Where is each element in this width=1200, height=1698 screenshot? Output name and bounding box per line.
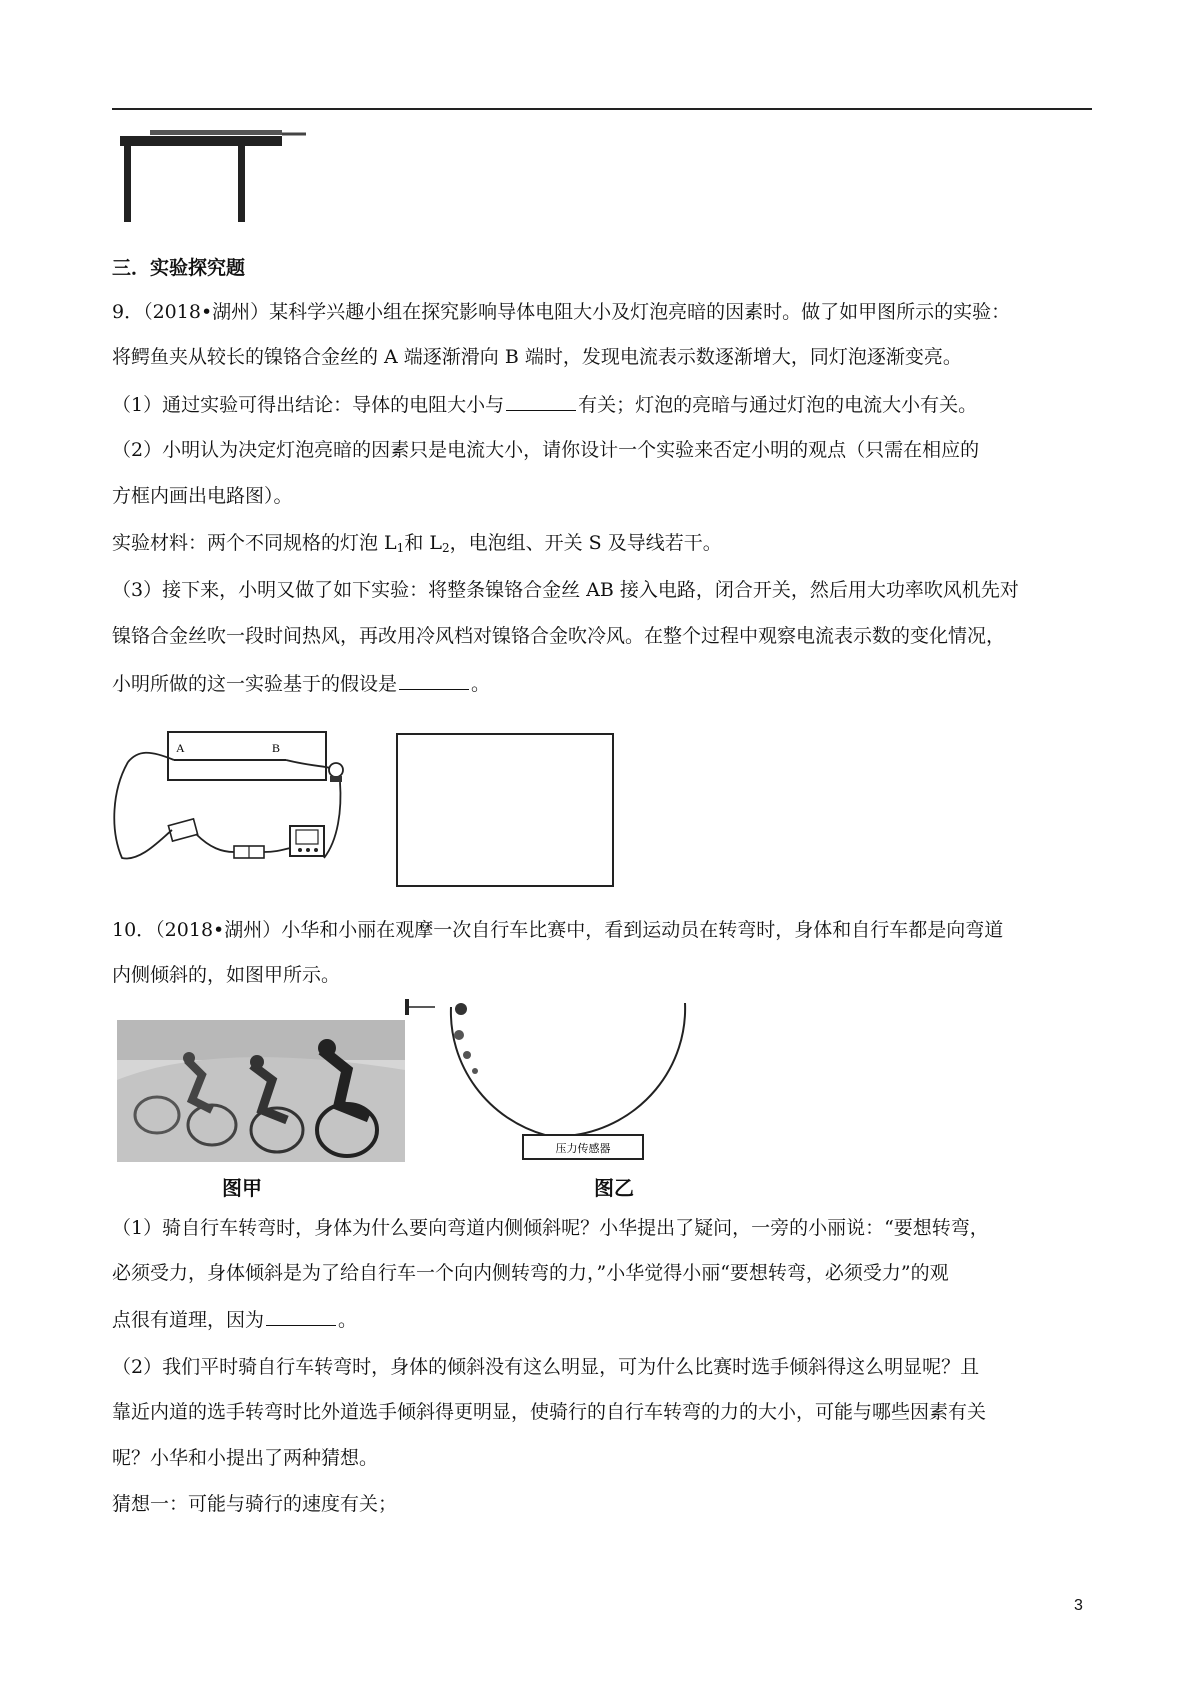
q10-part1-text-a: 点很有道理，因为 <box>112 1309 265 1331</box>
q9-part2-line-1: （2）小明认为决定灯泡亮暗的因素只是电流大小，请你设计一个实验来否定小明的观点（只需在相应的 <box>112 439 980 461</box>
table-figure <box>118 128 308 224</box>
track-diagram <box>405 995 705 1165</box>
q9-stem-line-2: 将鳄鱼夹从较长的镍铬合金丝的 A 端逐渐滑向 B 端时，发现电流表示数逐渐增大，同灯泡逐渐变亮。 <box>112 346 962 368</box>
q10-part1-line-2: 必须受力，身体倾斜是为了给自行车一个向内侧转弯的力，”小华觉得小丽“要想转弯，必须受力”的观 <box>112 1262 949 1284</box>
q9-part3-line-1: （3）接下来，小明又做了如下实验：将整条镍铬合金丝 AB 接入电路，闭合开关，然后用大功率吹风机先对 <box>112 579 1019 601</box>
circuit-diagram <box>110 730 370 870</box>
q10-stem-line-1: 10．（2018•湖州）小华和小丽在观摩一次自行车比赛中，看到运动员在转弯时，身体和自行车都是向弯道 <box>112 919 1004 941</box>
q10-part1-line-3 <box>112 1306 1092 1333</box>
q9-stem-line-1: 9．（2018•湖州）某科学兴趣小组在探究影响导体电阻大小及灯泡亮暗的因素时。做了如甲图所示的实验： <box>112 301 1011 323</box>
circuit-drawing-box[interactable] <box>396 733 614 887</box>
q10-part2-line-1: （2）我们平时骑自行车转弯时，身体的倾斜没有这么明显，可为什么比赛时选手倾斜得这么明显呢？且 <box>112 1356 980 1378</box>
q9-part3-line-2: 镍铬合金丝吹一段时间热风，再改用冷风档对镍铬合金吹冷风。在整个过程中观察电流表示数的变化情况， <box>112 625 1006 647</box>
header-rule <box>112 108 1092 110</box>
q9-part3-text-a: 小明所做的这一实验基于的假设是 <box>112 673 398 695</box>
materials-text-b: 和 L <box>404 532 442 554</box>
cyclists-photo <box>117 1020 405 1162</box>
answer-blank[interactable] <box>399 670 469 690</box>
q10-guess-1: 猜想一：可能与骑行的速度有关； <box>112 1493 398 1515</box>
q9-part3-text-b: 。 <box>471 673 491 695</box>
materials-text-c: ，电泡组、开关 S 及导线若干。 <box>449 532 722 554</box>
materials-text-a: 实验材料：两个不同规格的灯泡 L <box>112 532 397 554</box>
q9-part1 <box>112 391 1092 418</box>
sensor-label: 压力传感器 <box>555 1142 611 1155</box>
q10-part2-line-3: 呢？小华和小提出了两种猜想。 <box>112 1447 379 1469</box>
caption-jia: 图甲 <box>222 1176 262 1200</box>
label-a: A <box>176 741 185 755</box>
q9-part1-text-a: （1）通过实验可得出结论：导体的电阻大小与 <box>112 394 505 416</box>
q10-part1-line-1: （1）骑自行车转弯时，身体为什么要向弯道内侧倾斜呢？小华提出了疑问，一旁的小丽说：“要想转弯， <box>112 1217 989 1239</box>
q10-stem-line-2: 内侧倾斜的，如图甲所示。 <box>112 964 341 986</box>
q9-part1-text-b: 有关；灯泡的亮暗与通过灯泡的电流大小有关。 <box>578 394 978 416</box>
answer-blank[interactable] <box>506 391 576 411</box>
materials-sub-2: 2 <box>441 541 450 555</box>
q10-part1-text-b: 。 <box>338 1309 358 1331</box>
q9-part3-line-3 <box>112 670 1092 697</box>
materials-sub-1: 1 <box>396 541 405 555</box>
label-b: B <box>272 741 281 755</box>
section-heading: 三．实验探究题 <box>112 257 246 279</box>
q9-part2-line-2: 方框内画出电路图）。 <box>112 485 293 507</box>
page-number: 3 <box>1074 1597 1083 1614</box>
caption-yi: 图乙 <box>594 1176 634 1200</box>
q10-part2-line-2: 靠近内道的选手转弯时比外道选手倾斜得更明显，使骑行的自行车转弯的力的大小，可能与哪些因素有关 <box>112 1401 987 1423</box>
q9-materials <box>112 530 1092 561</box>
answer-blank[interactable] <box>266 1306 336 1326</box>
